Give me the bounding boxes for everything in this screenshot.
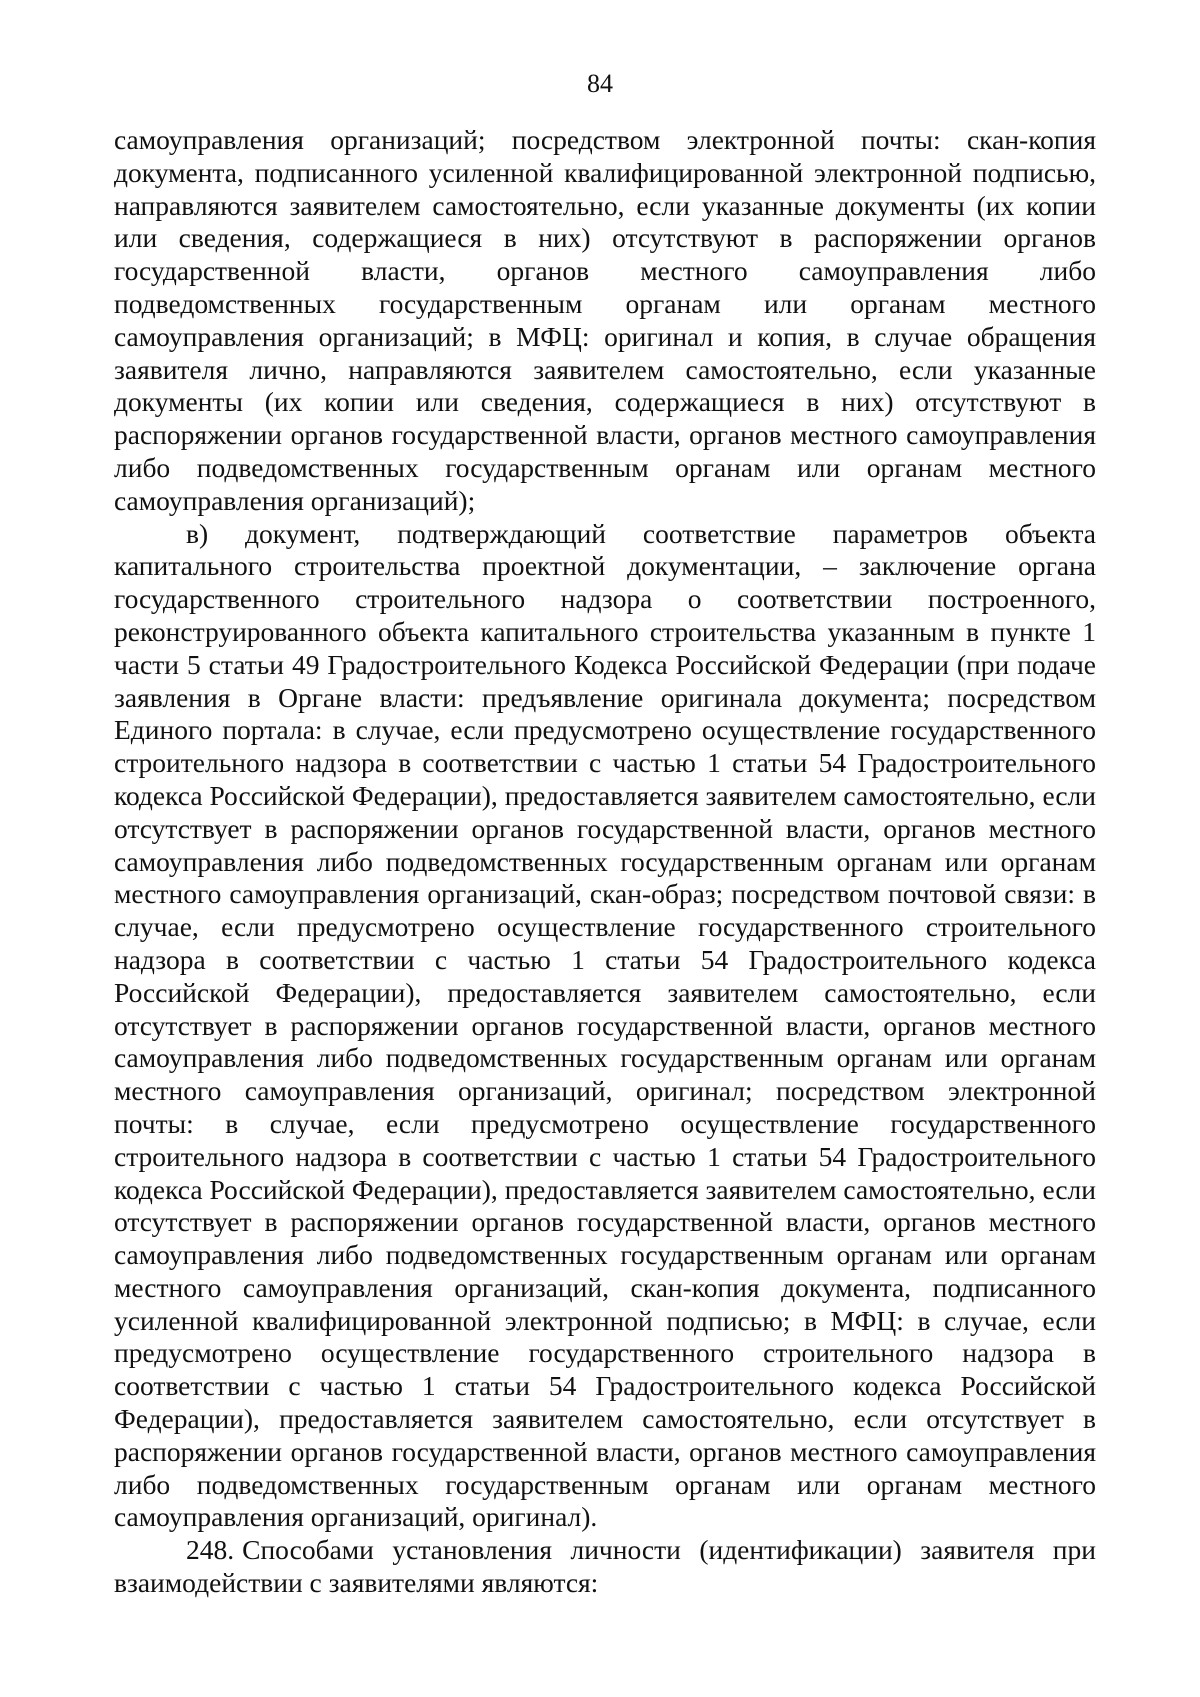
paragraph-text: в) документ, подтверждающий соответствие параметров объекта капитального строительства проектной документации, – заключение органа государственного строительного надзора о соответствии построенного, реконструированного объекта капитального строительства указанным в пункте 1 части 5 статьи 49 Градостроительного Кодекса Российской Федерации (при подаче заявления в Органе власти: предъявление оригинала документа; посредством Единого портала: в случае, если предусмотрено осуществление государственного строительного надзора в соответствии с частью 1 статьи 54 Градостроительного кодекса Российской Федерации), предоставляется заявителем самостоятельно, если отсутствует в распоряжении органов государственной власти, органов местного самоуправления либо подведомственных государственным органам или органам местного самоуправления организаций, скан-образ; посредством почтовой связи: в случае, если предусмотрено осуществление государственного строительного надзора в соответствии с частью 1 статьи 54 Градостроительного кодекса Российской Федерации), предоставляется заявителем самостоятельно, если отсутствует в распоряжении органов государственной власти, органов местного самоуправления либо подведомственных государственным органам или органам местного самоуправления организаций, оригинал; посредством электронной почты: в случае, если предусмотрено осуществление государственного строительного надзора в соответствии с частью 1 статьи 54 Градостроительного кодекса Российской Федерации), предоставляется заявителем самостоятельно, если отсутствует в распоряжении органов государственной власти, органов местного самоуправления либо подведомственных государственным органам или органам местного самоуправления организаций, скан-копия документа, подписанного усиленной квалифицированной электронной подписью; в МФЦ: в случае, если предусмотрено осуществление государственного строительного надзора в соответствии с частью 1 статьи 54 Градостроительного кодекса Российской Федерации), предоставляется заявителем самостоятельно, если отсутствует в распоряжении органов государственной власти, органов местного самоуправления либо подведомственных государственным органам или органам местного самоуправления организаций, оригинал). [114,517,1096,1533]
paragraph-248 [114,1534,1096,1600]
page-number: 84 [587,69,613,98]
paragraph-text: Способами установления личности (идентификации) заявителя при взаимодействии с заявителями являются: [114,1534,1096,1599]
paragraph-continuation [114,124,1096,518]
paragraph-text: самоуправления организаций; посредством электронной почты: скан-копия документа, подписанного усиленной квалифицированной электронной подписью, направляются заявителем самостоятельно, если указанные документы (их копии или сведения, содержащиеся в них) отсутствуют в распоряжении органов государственной власти, органов местного самоуправления либо подведомственных государственным органам или органам местного самоуправления организаций; в МФЦ: оригинал и копия, в случае обращения заявителя лично, направляются заявителем самостоятельно, если указанные документы (их копии или сведения, содержащиеся в них) отсутствуют в распоряжении органов государственной власти, органов местного самоуправления либо подведомственных государственным органам или органам местного самоуправления организаций); [114,124,1096,516]
paragraph-number: 248. [186,1534,235,1566]
paragraph-item-v [114,518,1096,1535]
document-body [114,124,1096,1600]
